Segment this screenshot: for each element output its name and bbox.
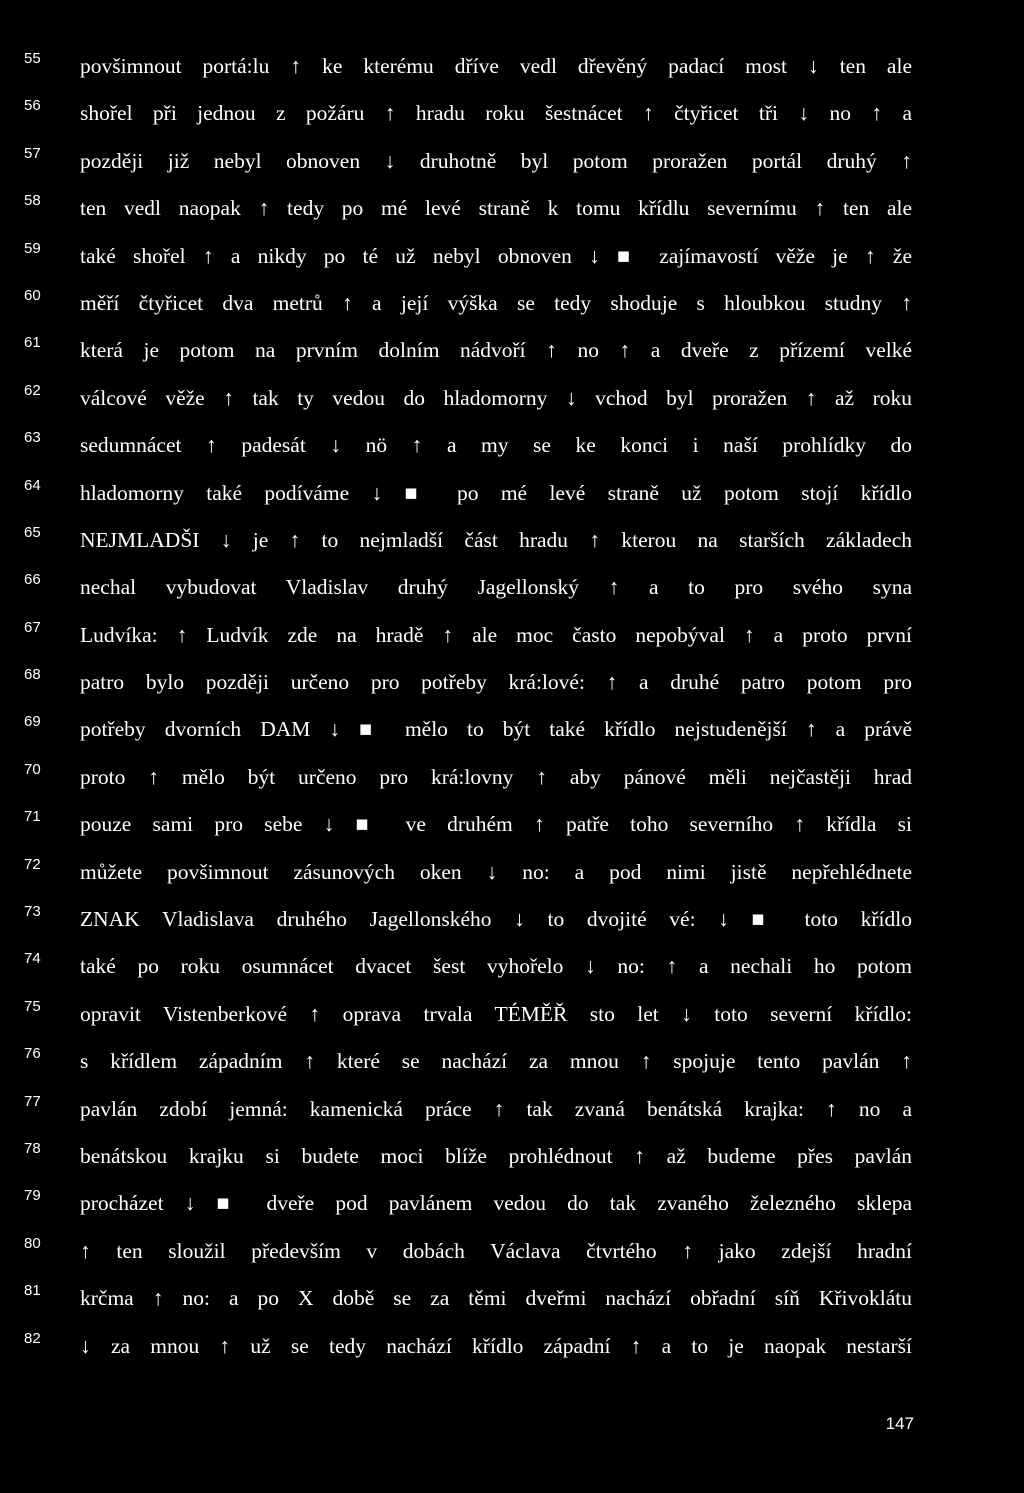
line-text: hladomorny také podíváme ↓ ■ po mé levé straně už potom stojí křídlo xyxy=(80,480,912,505)
line-text: měří čtyřicet dva metrů ↑ a její výška se tedy shoduje s hloubkou studny ↑ xyxy=(80,290,912,315)
line-text: potřeby dvorních DAM ↓ ■ mělo to být také křídlo nejstudenější ↑ a právě xyxy=(80,717,912,742)
line-number: 74 xyxy=(24,950,41,968)
transcript-line xyxy=(0,283,1024,330)
line-text: také po roku osumnácet dvacet šest vyhořelo ↓ no: ↑ a nechali ho potom xyxy=(80,954,912,979)
transcript-line xyxy=(0,615,1024,662)
line-number: 60 xyxy=(24,286,41,304)
line-text: opravit Vistenberkové ↑ oprava trvala TÉMĚŘ sto let ↓ toto severní křídlo: xyxy=(80,1001,912,1026)
line-text: benátskou krajku si budete moci blíže prohlédnout ↑ až budeme přes pavlán xyxy=(80,1143,912,1168)
transcript-line xyxy=(0,994,1024,1041)
line-number: 64 xyxy=(24,476,41,494)
line-number: 71 xyxy=(24,808,41,826)
line-number: 58 xyxy=(24,192,41,210)
line-number: 73 xyxy=(24,903,41,921)
transcript-line xyxy=(0,1231,1024,1278)
transcript-line xyxy=(0,709,1024,756)
line-text: ↑ ten sloužil především v dobách Václava čtvrtého ↑ jako zdejší hradní xyxy=(80,1238,912,1263)
line-text: Ludvíka: ↑ Ludvík zde na hradě ↑ ale moc často nepobýval ↑ a proto první xyxy=(80,622,912,647)
transcript-line xyxy=(0,1089,1024,1136)
transcript-line xyxy=(0,567,1024,614)
line-number: 56 xyxy=(24,97,41,115)
line-number: 81 xyxy=(24,1282,41,1300)
line-text: NEJMLADŠI ↓ je ↑ to nejmladší část hradu ↑ kterou na starších základech xyxy=(80,527,912,552)
line-text: válcové věže ↑ tak ty vedou do hladomorny ↓ vchod byl proražen ↑ až roku xyxy=(80,385,912,410)
page-number: 147 xyxy=(885,1414,914,1433)
line-text: procházet ↓ ■ dveře pod pavlánem vedou do tak zvaného železného sklepa xyxy=(80,1191,912,1216)
line-number: 79 xyxy=(24,1187,41,1205)
line-text: můžete povšimnout zásunových oken ↓ no: a pod nimi jistě nepřehlédnete xyxy=(80,859,912,884)
line-text: povšimnout portá:lu ↑ ke kterému dříve vedl dřevěný padací most ↓ ten ale xyxy=(80,54,912,78)
transcript-line xyxy=(0,804,1024,851)
transcript-line xyxy=(0,330,1024,377)
line-text: shořel při jednou z požáru ↑ hradu roku šestnácet ↑ čtyřicet tři ↓ no ↑ a xyxy=(80,101,912,126)
line-text: ZNAK Vladislava druhého Jagellonského ↓ to dvojité vé: ↓ ■ toto křídlo xyxy=(80,907,912,932)
line-text: krčma ↑ no: a po X době se za těmi dveřmi nachází obřadní síň Křivoklátu xyxy=(80,1286,912,1311)
line-text: pouze sami pro sebe ↓ ■ ve druhém ↑ patře toho severního ↑ křídla si xyxy=(80,812,912,837)
transcript-line xyxy=(0,425,1024,472)
transcript-line xyxy=(0,1326,1024,1373)
line-number: 62 xyxy=(24,381,41,399)
transcript-line xyxy=(0,899,1024,946)
line-number: 65 xyxy=(24,523,41,541)
line-number: 72 xyxy=(24,855,41,873)
line-text: pavlán zdobí jemná: kamenická práce ↑ tak zvaná benátská krajka: ↑ no a xyxy=(80,1096,912,1121)
line-number: 55 xyxy=(24,50,41,67)
transcript-line xyxy=(0,1183,1024,1230)
line-text: nechal vybudovat Vladislav druhý Jagellonský ↑ a to pro svého syna xyxy=(80,575,912,600)
line-number: 76 xyxy=(24,1045,41,1063)
line-number: 63 xyxy=(24,429,41,447)
line-number: 67 xyxy=(24,618,41,636)
transcript-line xyxy=(0,473,1024,520)
line-text: s křídlem západním ↑ které se nachází za mnou ↑ spojuje tento pavlán ↑ xyxy=(80,1049,912,1074)
line-text: také shořel ↑ a nikdy po té už nebyl obnoven ↓ ■ zajímavostí věže je ↑ že xyxy=(80,243,912,268)
transcript-line xyxy=(0,46,1024,93)
line-text: která je potom na prvním dolním nádvoří ↑ no ↑ a dveře z přízemí velké xyxy=(80,338,912,363)
transcript-line xyxy=(0,852,1024,899)
line-text: ten vedl naopak ↑ tedy po mé levé straně k tomu křídlu severnímu ↑ ten ale xyxy=(80,196,912,221)
transcript-line xyxy=(0,93,1024,140)
transcript-line xyxy=(0,662,1024,709)
transcript-line xyxy=(0,757,1024,804)
transcript-line xyxy=(0,236,1024,283)
transcript-lines xyxy=(0,46,1024,1373)
transcript-line xyxy=(0,378,1024,425)
transcript-line xyxy=(0,1041,1024,1088)
line-number: 57 xyxy=(24,144,41,162)
line-text: sedumnácet ↑ padesát ↓ nö ↑ a my se ke konci i naší prohlídky do xyxy=(80,433,912,458)
line-number: 80 xyxy=(24,1234,41,1252)
transcript-line xyxy=(0,1136,1024,1183)
line-number: 70 xyxy=(24,760,41,778)
line-text: patro bylo později určeno pro potřeby krá:lové: ↑ a druhé patro potom pro xyxy=(80,670,912,695)
transcript-line xyxy=(0,141,1024,188)
line-text: ↓ za mnou ↑ už se tedy nachází křídlo západní ↑ a to je naopak nestarší xyxy=(80,1333,912,1358)
line-text: později již nebyl obnoven ↓ druhotně byl potom proražen portál druhý ↑ xyxy=(80,148,912,173)
line-number: 61 xyxy=(24,334,41,352)
line-number: 75 xyxy=(24,997,41,1015)
line-number: 59 xyxy=(24,239,41,257)
line-number: 78 xyxy=(24,1139,41,1157)
line-number: 69 xyxy=(24,713,41,731)
line-number: 68 xyxy=(24,666,41,684)
line-text: proto ↑ mělo být určeno pro krá:lovny ↑ aby pánové měli nejčastěji hrad xyxy=(80,764,912,789)
transcript-line xyxy=(0,1278,1024,1325)
line-number: 66 xyxy=(24,571,41,589)
transcript-line xyxy=(0,188,1024,235)
line-number: 82 xyxy=(24,1329,41,1347)
transcript-line xyxy=(0,946,1024,993)
line-number: 77 xyxy=(24,1092,41,1110)
transcript-line xyxy=(0,520,1024,567)
